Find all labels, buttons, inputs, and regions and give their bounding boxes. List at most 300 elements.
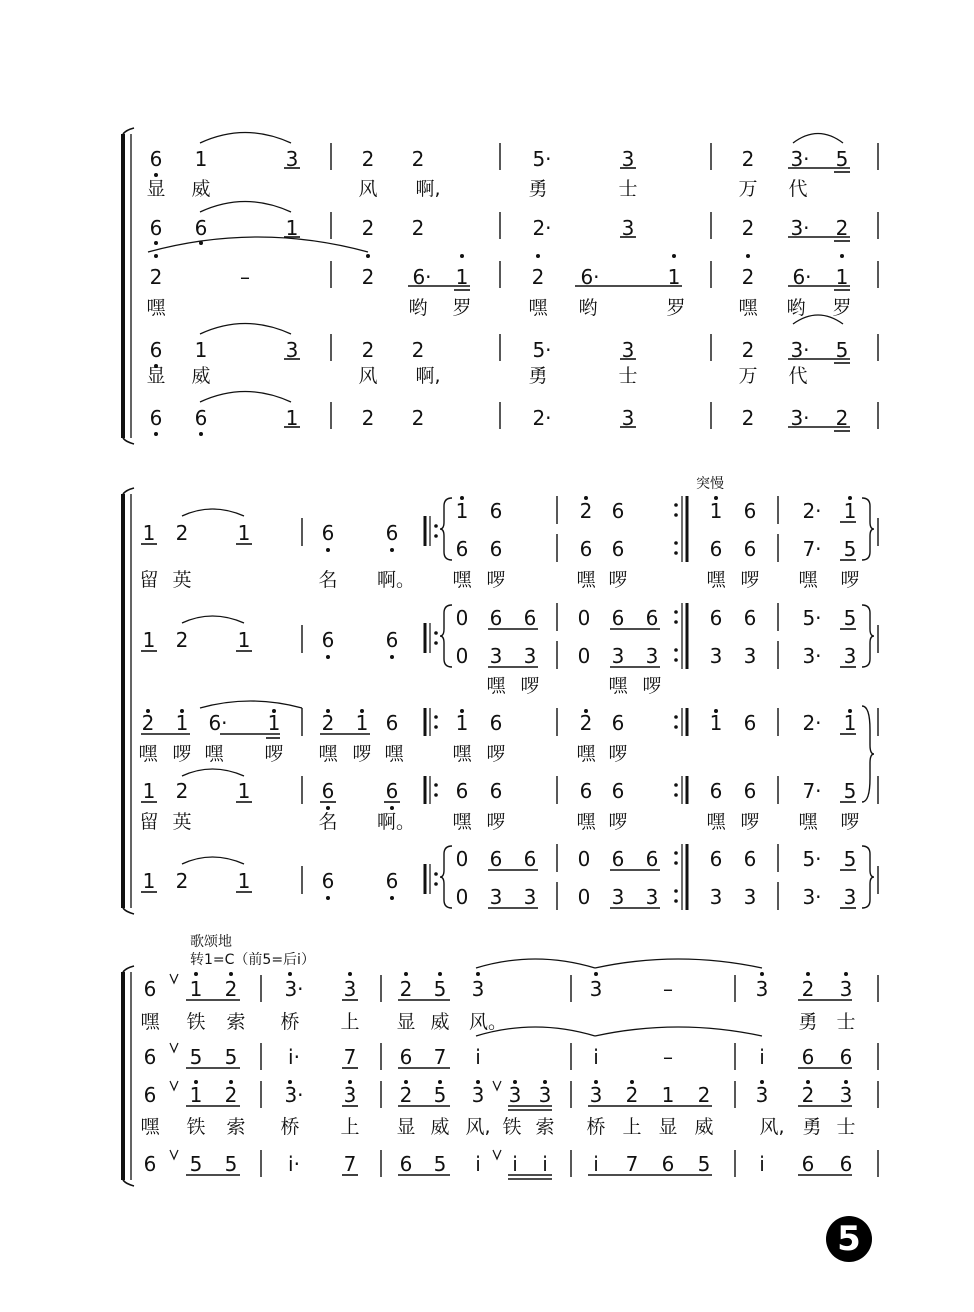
note: 5· <box>532 338 552 362</box>
lyric: 嘿 <box>576 569 596 591</box>
note: 3 <box>709 644 723 668</box>
note: 3 <box>285 147 299 171</box>
note: 1 <box>843 711 857 735</box>
lyric: 啊。 <box>376 811 416 833</box>
note: 3 <box>755 977 769 1001</box>
note: 6 <box>489 606 503 630</box>
lyric: 哟 <box>578 297 598 319</box>
lyric: 嘿 <box>140 1116 160 1138</box>
note: 2 <box>531 265 545 289</box>
note: 6 <box>194 406 208 430</box>
note: 3 <box>523 644 537 668</box>
note: 6 <box>579 537 593 561</box>
note: 7· <box>802 537 822 561</box>
note: 6 <box>579 779 593 803</box>
lyric: 风。 <box>468 1011 508 1033</box>
note: 5· <box>532 147 552 171</box>
note: 6 <box>385 869 399 893</box>
lyric: 索 <box>226 1116 246 1138</box>
note: 2 <box>697 1083 711 1107</box>
page-number-badge: 5 <box>826 1216 872 1262</box>
note: 6 <box>385 628 399 652</box>
note: 6 <box>709 537 723 561</box>
note: 5 <box>224 1152 238 1176</box>
lyric: 显 <box>396 1116 416 1138</box>
row-notes-5 <box>143 847 857 909</box>
note: 6 <box>143 1083 157 1107</box>
lyric: 啰 <box>840 569 860 591</box>
note: 2 <box>361 406 375 430</box>
note: 6 <box>801 1045 815 1069</box>
note: 2 <box>741 265 755 289</box>
note: 2 <box>399 1083 413 1107</box>
slurs <box>476 959 762 1036</box>
lyric: 嘿 <box>798 569 818 591</box>
lyric: 啰 <box>740 811 760 833</box>
note: 2 <box>741 216 755 240</box>
note: 3 <box>843 644 857 668</box>
lyric: 上 <box>340 1011 360 1033</box>
note: 0 <box>577 885 591 909</box>
row-notes-4 <box>143 779 857 803</box>
lyric: 啊, <box>415 365 441 387</box>
note: 2 <box>175 521 189 545</box>
lyric: 嘿 <box>452 811 472 833</box>
lyric: 代 <box>788 178 808 200</box>
slurs <box>182 509 302 864</box>
note: 6· <box>792 265 812 289</box>
lyric: 嘿 <box>204 743 224 765</box>
note: 6 <box>611 606 625 630</box>
lyric: 啰 <box>840 811 860 833</box>
lyric: 显 <box>396 1011 416 1033</box>
note: 6 <box>321 628 335 652</box>
note: 6· <box>412 265 432 289</box>
note: 3 <box>755 1083 769 1107</box>
note: 2 <box>579 711 593 735</box>
note: 6 <box>321 521 335 545</box>
note: 6 <box>399 1152 413 1176</box>
lyric: 威 <box>191 178 211 200</box>
note: 1 <box>285 216 299 240</box>
note: 6 <box>194 216 208 240</box>
note: 3 <box>709 885 723 909</box>
note: 1 <box>267 711 281 735</box>
note: 2 <box>741 406 755 430</box>
note: 1 <box>355 711 369 735</box>
note: 0 <box>577 847 591 871</box>
note: 5 <box>189 1045 203 1069</box>
lyric: 显 <box>658 1116 678 1138</box>
note: 3 <box>508 1083 522 1107</box>
lyric: 铁 <box>186 1116 206 1138</box>
row-lyrics-4 <box>139 811 859 833</box>
note: 6 <box>611 779 625 803</box>
note: 3 <box>645 885 659 909</box>
lyric: 显 <box>146 178 166 200</box>
lyric: 风 <box>358 178 378 200</box>
note: 2 <box>224 977 238 1001</box>
note: 5 <box>433 977 447 1001</box>
note: 5 <box>843 847 857 871</box>
note: 7· <box>802 779 822 803</box>
lyric: 嘿 <box>318 743 338 765</box>
lyric: 啰 <box>740 569 760 591</box>
note: 2 <box>411 406 425 430</box>
note: 2· <box>802 711 822 735</box>
note: 1 <box>175 711 189 735</box>
tempo-marking: 突慢 <box>696 476 724 492</box>
note: 3 <box>489 885 503 909</box>
note: 6 <box>645 606 659 630</box>
note: 2 <box>741 338 755 362</box>
note: 6 <box>149 406 163 430</box>
lyric: 嘿 <box>146 297 166 319</box>
note: 6· <box>580 265 600 289</box>
row-lyrics-2 <box>146 297 851 319</box>
note: 3 <box>523 885 537 909</box>
row-lyrics-1 <box>146 178 807 200</box>
lyric: 风 <box>358 365 378 387</box>
note: 6 <box>489 847 503 871</box>
note: i· <box>288 1045 300 1069</box>
note: 1 <box>455 265 469 289</box>
note: 2 <box>625 1083 639 1107</box>
note: 7 <box>343 1045 357 1069</box>
row-notes-3 <box>150 265 849 289</box>
system-2 <box>123 475 878 914</box>
lyric: 威 <box>694 1116 714 1138</box>
system-bracket <box>123 966 134 1186</box>
note: 2 <box>579 499 593 523</box>
lyric: 嘿 <box>528 297 548 319</box>
note: 2 <box>411 338 425 362</box>
lyric: 上 <box>340 1116 360 1138</box>
note: – <box>663 1045 673 1069</box>
note: 1 <box>237 869 251 893</box>
lyric: 英 <box>172 811 192 833</box>
note: 5· <box>802 606 822 630</box>
lyric: 罗 <box>666 297 686 319</box>
note: 3· <box>802 885 822 909</box>
note: 5 <box>433 1083 447 1107</box>
note: 5 <box>843 779 857 803</box>
lyric: 桥 <box>586 1116 606 1138</box>
lyric: 铁 <box>186 1011 206 1033</box>
note: 6 <box>455 537 469 561</box>
lyric: 哟 <box>786 297 806 319</box>
note: 1 <box>194 147 208 171</box>
note: 7 <box>625 1152 639 1176</box>
note: 6 <box>385 521 399 545</box>
note: 2 <box>321 711 335 735</box>
note: 0 <box>455 606 469 630</box>
row-lyrics-1 <box>139 569 859 591</box>
note: 3 <box>621 338 635 362</box>
lyric: 嘿 <box>140 1011 160 1033</box>
row-notes-2 <box>144 1045 853 1069</box>
note: 6 <box>149 216 163 240</box>
row-notes-1 <box>150 147 849 171</box>
note: 2 <box>141 711 155 735</box>
note: 6 <box>489 779 503 803</box>
lyric: 上 <box>622 1116 642 1138</box>
note: 2 <box>801 977 815 1001</box>
note: 6 <box>523 606 537 630</box>
lyric: 威 <box>430 1011 450 1033</box>
lyric: 啰 <box>520 675 540 697</box>
lyric: 嘿 <box>576 743 596 765</box>
note: – <box>240 265 250 289</box>
lyric: 士 <box>618 178 638 200</box>
note: 5 <box>843 537 857 561</box>
note: 2 <box>361 265 375 289</box>
note: 1 <box>189 977 203 1001</box>
note: 5· <box>802 847 822 871</box>
note: 2 <box>835 406 849 430</box>
lyric: 勇 <box>802 1116 822 1138</box>
lyric: 嘿 <box>738 297 758 319</box>
note: 6 <box>143 1152 157 1176</box>
lyric: 英 <box>172 569 192 591</box>
note: 7 <box>433 1045 447 1069</box>
note: 6 <box>743 779 757 803</box>
note: 6 <box>611 711 625 735</box>
note: 6 <box>801 1152 815 1176</box>
slurs <box>148 133 843 403</box>
lyric: 勇 <box>528 365 548 387</box>
note: 1 <box>189 1083 203 1107</box>
note: 6 <box>743 537 757 561</box>
note: 6 <box>839 1152 853 1176</box>
note: 1 <box>142 779 156 803</box>
note: 6 <box>743 711 757 735</box>
lyric: 士 <box>836 1116 856 1138</box>
note: 3 <box>589 977 603 1001</box>
row-notes-4 <box>150 338 849 362</box>
note: 2 <box>175 869 189 893</box>
lyric: 显 <box>146 365 166 387</box>
row-lyrics-2 <box>486 675 661 697</box>
lyric: 嘿 <box>706 569 726 591</box>
note: 5 <box>189 1152 203 1176</box>
lyric: 代 <box>788 365 808 387</box>
note: 3· <box>802 644 822 668</box>
lyric: 嘿 <box>452 569 472 591</box>
note: 6 <box>709 779 723 803</box>
note: 1 <box>661 1083 675 1107</box>
note: 3 <box>839 977 853 1001</box>
lyric: 嘿 <box>608 675 628 697</box>
note: 6 <box>709 606 723 630</box>
note: 3 <box>621 216 635 240</box>
note: 2 <box>175 628 189 652</box>
lyric: 勇 <box>528 178 548 200</box>
lyric: 啊。 <box>376 569 416 591</box>
note: 1 <box>455 711 469 735</box>
note: 2 <box>399 977 413 1001</box>
note: i <box>512 1152 518 1176</box>
note: 3· <box>790 147 810 171</box>
lyric: 啰 <box>486 569 506 591</box>
note: 3 <box>343 1083 357 1107</box>
barlines <box>261 975 878 1177</box>
breath-marks <box>170 974 501 1159</box>
note: 2 <box>411 216 425 240</box>
lyric: 啰 <box>486 811 506 833</box>
note: i· <box>288 1152 300 1176</box>
note: 6 <box>661 1152 675 1176</box>
note: i <box>475 1045 481 1069</box>
note: 2 <box>361 216 375 240</box>
note: 3 <box>343 977 357 1001</box>
note: 6 <box>489 537 503 561</box>
note: 1 <box>285 406 299 430</box>
note: 6 <box>321 779 335 803</box>
note: 3· <box>284 1083 304 1107</box>
note: 3 <box>621 406 635 430</box>
note: 2 <box>175 779 189 803</box>
note: 3 <box>645 644 659 668</box>
lyric: 啰 <box>608 811 628 833</box>
note: 2 <box>361 147 375 171</box>
lyric: 索 <box>535 1116 555 1138</box>
note: i <box>593 1045 599 1069</box>
note: 2 <box>411 147 425 171</box>
note: 6 <box>611 537 625 561</box>
note: 3· <box>284 977 304 1001</box>
note: 6 <box>149 147 163 171</box>
lyric: 风, <box>759 1116 785 1138</box>
note: 6 <box>399 1045 413 1069</box>
note: 2 <box>361 338 375 362</box>
note: 6 <box>839 1045 853 1069</box>
lyric: 啰 <box>608 743 628 765</box>
note: 3 <box>843 885 857 909</box>
note: 6 <box>489 499 503 523</box>
lyric: 啊, <box>415 178 441 200</box>
note: 1 <box>142 869 156 893</box>
lyric: 啰 <box>264 743 284 765</box>
row-lyrics-3 <box>138 743 627 765</box>
row-notes-1 <box>144 977 853 1001</box>
note: 3 <box>743 885 757 909</box>
note: 3 <box>285 338 299 362</box>
note: 3 <box>621 147 635 171</box>
note: 0 <box>577 606 591 630</box>
note: 0 <box>455 847 469 871</box>
note: 1 <box>194 338 208 362</box>
lyric: 嘿 <box>706 811 726 833</box>
note: 3 <box>589 1083 603 1107</box>
lyric: 威 <box>430 1116 450 1138</box>
note: 0 <box>577 644 591 668</box>
lyric: 嘿 <box>798 811 818 833</box>
lyric: 嘿 <box>576 811 596 833</box>
lyric: 罗 <box>832 297 852 319</box>
underlines <box>284 168 850 431</box>
system-bracket <box>123 128 134 444</box>
note: i <box>475 1152 481 1176</box>
note: – <box>663 977 673 1001</box>
note: 5 <box>697 1152 711 1176</box>
note: 6 <box>321 869 335 893</box>
system-bracket <box>123 488 134 914</box>
note: 5 <box>224 1045 238 1069</box>
note: 1 <box>142 628 156 652</box>
lyric: 哟 <box>408 297 428 319</box>
note: 2 <box>224 1083 238 1107</box>
note: 0 <box>455 644 469 668</box>
lyric: 士 <box>618 365 638 387</box>
note: 1 <box>237 628 251 652</box>
row-notes-2 <box>143 606 857 668</box>
note: 3 <box>611 885 625 909</box>
note: 6 <box>489 711 503 735</box>
note: 3 <box>743 644 757 668</box>
note: 2 <box>835 216 849 240</box>
note: 2 <box>741 147 755 171</box>
note: 3 <box>489 644 503 668</box>
note: 2· <box>532 406 552 430</box>
lyric: 铁 <box>502 1116 522 1138</box>
note: 0 <box>455 885 469 909</box>
note: 1 <box>709 711 723 735</box>
note: 1 <box>667 265 681 289</box>
note: 3· <box>790 216 810 240</box>
note: 6 <box>611 499 625 523</box>
note: 1 <box>835 265 849 289</box>
lyric: 啰 <box>608 569 628 591</box>
lyric: 啰 <box>172 743 192 765</box>
lyric: 啰 <box>642 675 662 697</box>
note: 6 <box>523 847 537 871</box>
note: 2· <box>802 499 822 523</box>
lyric: 嘿 <box>138 743 158 765</box>
lyric: 罗 <box>452 297 472 319</box>
note: 3· <box>790 406 810 430</box>
note: 3 <box>839 1083 853 1107</box>
note: 6 <box>385 711 399 735</box>
lyric: 名 <box>318 569 338 591</box>
system-3 <box>123 933 878 1186</box>
lyric: 啰 <box>486 743 506 765</box>
note: 6 <box>743 499 757 523</box>
note: 2 <box>801 1083 815 1107</box>
note: i <box>759 1045 765 1069</box>
lyric: 名 <box>318 811 338 833</box>
note: 6 <box>149 338 163 362</box>
lyric: 万 <box>738 178 758 200</box>
lyric: 嘿 <box>452 743 472 765</box>
row-lyrics-1 <box>140 1011 855 1033</box>
row-lyrics-2 <box>140 1116 855 1138</box>
system-1 <box>123 128 878 444</box>
note: 6 <box>143 977 157 1001</box>
note: 6 <box>611 847 625 871</box>
note: 5 <box>835 147 849 171</box>
lyric: 威 <box>191 365 211 387</box>
note: i <box>759 1152 765 1176</box>
note: 1 <box>709 499 723 523</box>
note: 6 <box>743 847 757 871</box>
note: 1 <box>455 499 469 523</box>
expression-marking: 歌颂地 <box>190 934 232 950</box>
note: 3 <box>538 1083 552 1107</box>
note: 7 <box>343 1152 357 1176</box>
note: 6 <box>385 779 399 803</box>
lyric: 士 <box>836 1011 856 1033</box>
